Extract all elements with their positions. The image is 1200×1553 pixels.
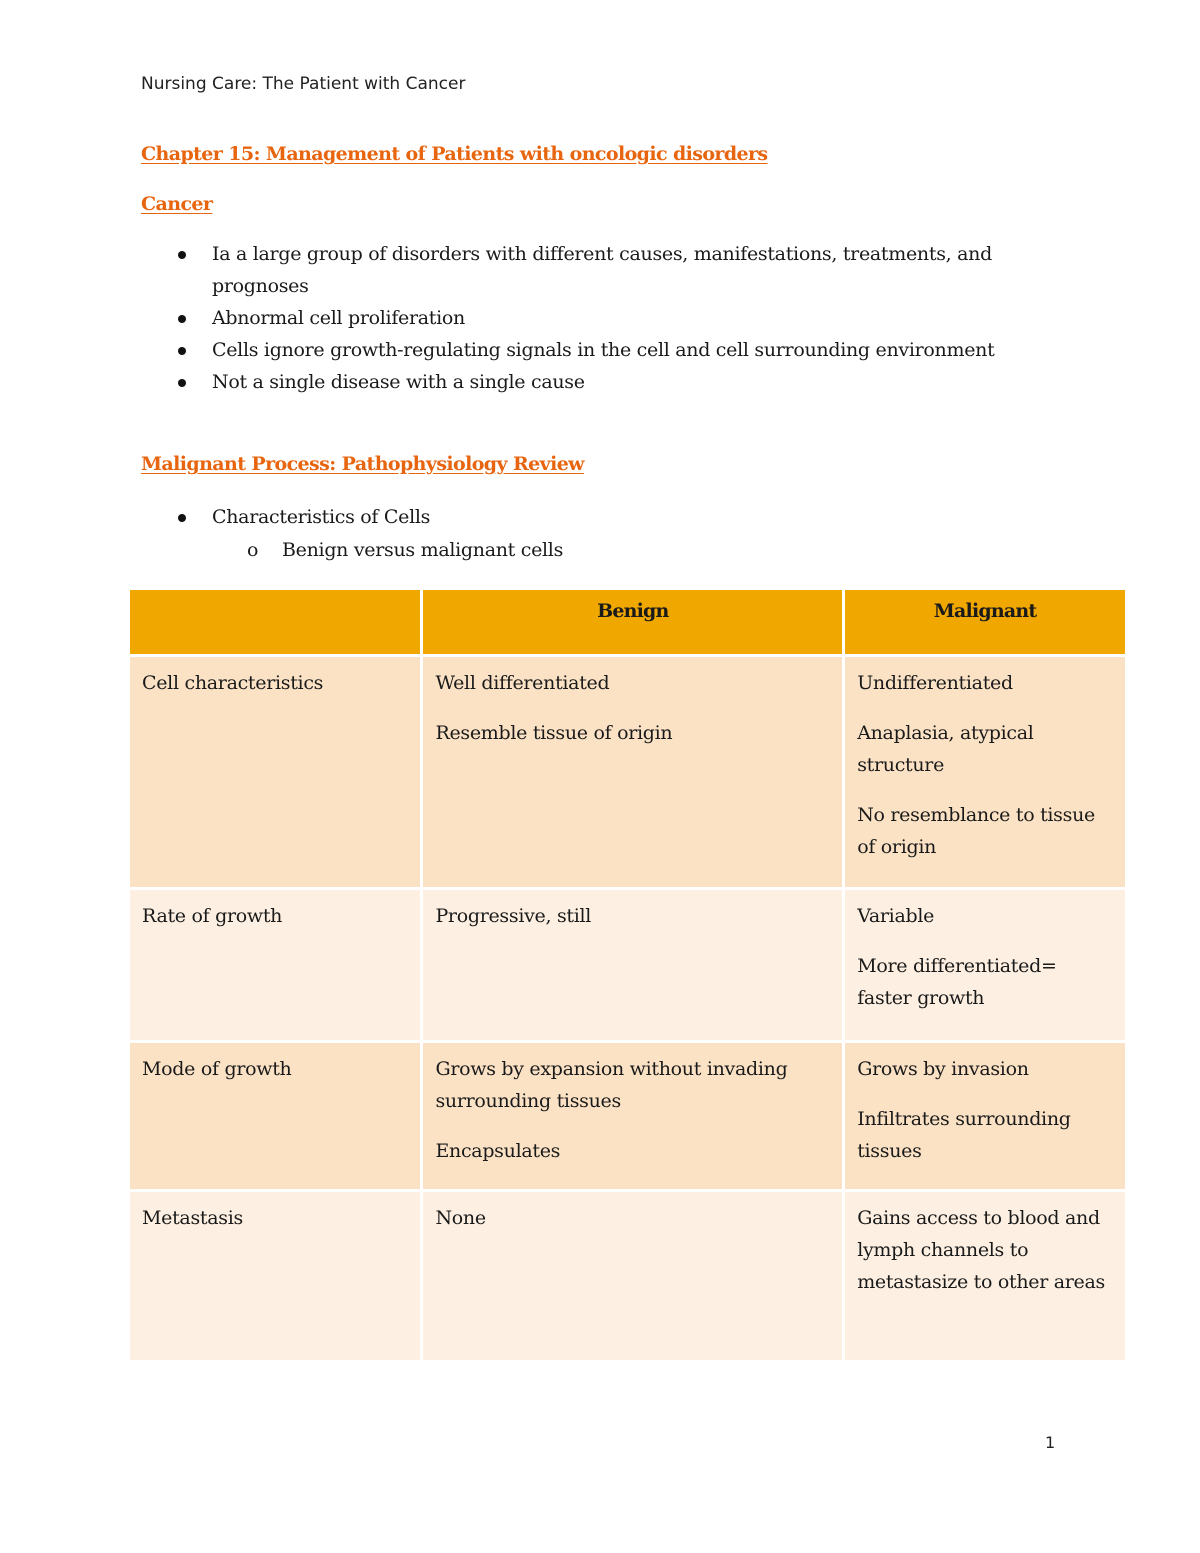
table-header-row	[130, 590, 1125, 654]
table-row	[130, 1043, 1125, 1189]
sub-list-item-text: Benign versus malignant cells	[282, 539, 564, 561]
malignant-cell: Grows by invasion Infiltrates surrounding tissues	[845, 1043, 1125, 1189]
list-item-text: Cells ignore growth-regulating signals in the cell and cell surrounding environment	[212, 339, 995, 361]
benign-vs-malignant-table	[127, 587, 1128, 1363]
list-item	[0, 238, 1032, 302]
cancer-bullet-list	[0, 238, 1032, 398]
table-header-empty	[130, 590, 420, 654]
list-item	[0, 366, 1032, 398]
benign-cell: None	[423, 1192, 842, 1360]
table-row	[130, 657, 1125, 887]
bullet-icon	[178, 379, 186, 387]
malignant-cell: Variable More differentiated= faster growth	[845, 890, 1125, 1040]
table-header-benign: Benign	[423, 590, 842, 654]
row-label: Rate of growth	[130, 890, 420, 1040]
benign-cell: Well differentiated Resemble tissue of origin	[423, 657, 842, 887]
malignant-process-heading: Malignant Process: Pathophysiology Review	[141, 453, 584, 475]
bullet-icon	[178, 315, 186, 323]
list-item	[0, 334, 1032, 366]
row-label: Mode of growth	[130, 1043, 420, 1189]
cancer-heading: Cancer	[141, 193, 213, 215]
page-number: 1	[1045, 1433, 1056, 1452]
malignant-cell: Gains access to blood and lymph channels to metastasize to other areas	[845, 1192, 1125, 1360]
table-header-malignant: Malignant	[845, 590, 1125, 654]
row-label: Cell characteristics	[130, 657, 420, 887]
row-label: Metastasis	[130, 1192, 420, 1360]
bullet-icon	[178, 514, 186, 522]
running-header: Nursing Care: The Patient with Cancer	[141, 74, 466, 94]
list-item-text: Characteristics of Cells	[212, 506, 431, 528]
malignant-cell: Undifferentiated Anaplasia, atypical structure No resemblance to tissue of origin	[845, 657, 1125, 887]
list-item	[0, 501, 1032, 533]
sub-list-item	[247, 534, 563, 566]
list-item-text: Abnormal cell proliferation	[212, 307, 465, 329]
bullet-icon	[178, 251, 186, 259]
bullet-icon	[178, 347, 186, 355]
table-row	[130, 1192, 1125, 1360]
benign-cell: Grows by expansion without invading surrounding tissues Encapsulates	[423, 1043, 842, 1189]
chapter-heading: Chapter 15: Management of Patients with oncologic disorders	[141, 143, 768, 165]
list-item-text: Not a single disease with a single cause	[212, 371, 585, 393]
list-item	[0, 302, 1032, 334]
characteristics-bullet-list	[0, 501, 1032, 533]
sub-bullet-marker: o	[247, 539, 259, 561]
list-item-text: Ia a large group of disorders with different causes, manifestations, treatments, and prognoses	[212, 243, 992, 297]
benign-cell: Progressive, still	[423, 890, 842, 1040]
table-row	[130, 890, 1125, 1040]
